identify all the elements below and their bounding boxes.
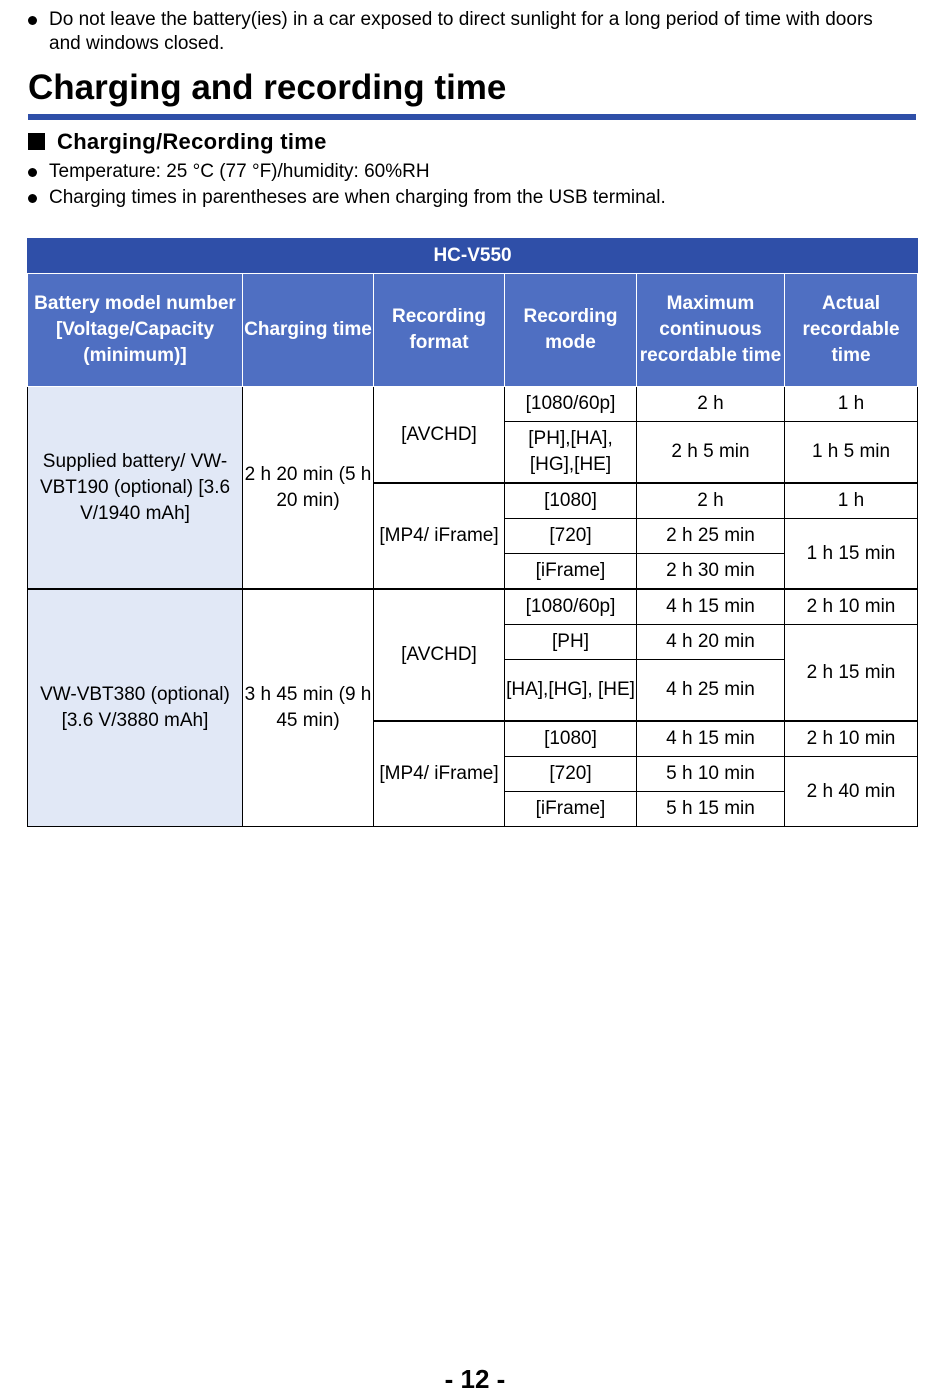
max-time-cell: 5 h 15 min: [637, 792, 785, 827]
battery-cell: VW-VBT380 (optional) [3.6 V/3880 mAh]: [28, 589, 243, 827]
mode-cell: [PH],[HA], [HG],[HE]: [505, 422, 637, 484]
bullet-icon: [28, 168, 37, 177]
mode-cell: [720]: [505, 519, 637, 554]
mode-cell: [1080]: [505, 483, 637, 519]
charging-time-cell: 2 h 20 min (5 h 20 min): [243, 387, 374, 590]
actual-time-cell: 1 h: [785, 483, 918, 519]
note-usb-charging: [28, 186, 908, 212]
max-time-cell: 2 h 25 min: [637, 519, 785, 554]
actual-time-cell: 2 h 15 min: [785, 625, 918, 722]
mode-cell: [HA],[HG], [HE]: [505, 660, 637, 722]
mode-cell: [iFrame]: [505, 554, 637, 590]
intro-bullet-text: Do not leave the battery(ies) in a car exposed to direct sunlight for a long period of time with doors and windows closed.: [49, 9, 873, 54]
format-cell: [MP4/ iFrame]: [374, 483, 505, 589]
format-cell: [AVCHD]: [374, 589, 505, 721]
section-heading-text: Charging/Recording time: [57, 129, 327, 154]
table-model-row: [28, 239, 918, 274]
format-cell: [MP4/ iFrame]: [374, 721, 505, 827]
mode-cell: [iFrame]: [505, 792, 637, 827]
mode-cell: [1080/60p]: [505, 387, 637, 422]
mode-cell: [PH]: [505, 625, 637, 660]
table-header-row: [28, 274, 918, 387]
max-time-cell: 4 h 15 min: [637, 721, 785, 757]
header-battery: Battery model number [Voltage/Capacity (minimum)]: [28, 274, 243, 387]
actual-time-cell: 2 h 10 min: [785, 589, 918, 625]
note-temperature: [28, 160, 908, 186]
max-time-cell: 4 h 15 min: [637, 589, 785, 625]
actual-time-cell: 2 h 10 min: [785, 721, 918, 757]
max-time-cell: 2 h 30 min: [637, 554, 785, 590]
max-time-cell: 2 h: [637, 483, 785, 519]
max-time-cell: 2 h 5 min: [637, 422, 785, 484]
max-time-cell: 4 h 20 min: [637, 625, 785, 660]
table-row: [28, 589, 918, 625]
note-text: Temperature: 25 °C (77 °F)/humidity: 60%RH: [49, 161, 430, 182]
square-bullet-icon: [28, 133, 45, 150]
max-time-cell: 5 h 10 min: [637, 757, 785, 792]
mode-cell: [1080]: [505, 721, 637, 757]
actual-time-cell: 1 h 5 min: [785, 422, 918, 484]
header-recording-format: Recording format: [374, 274, 505, 387]
actual-time-cell: 1 h: [785, 387, 918, 422]
battery-cell: Supplied battery/ VW-VBT190 (optional) [3.6 V/1940 mAh]: [28, 387, 243, 590]
header-recording-mode: Recording mode: [505, 274, 637, 387]
max-time-cell: 4 h 25 min: [637, 660, 785, 722]
mode-cell: [720]: [505, 757, 637, 792]
charging-time-cell: 3 h 45 min (9 h 45 min): [243, 589, 374, 827]
header-charging-time: Charging time: [243, 274, 374, 387]
actual-time-cell: 2 h 40 min: [785, 757, 918, 827]
page-number: - 12 -: [444, 1364, 506, 1394]
note-text: Charging times in parentheses are when charging from the USB terminal.: [49, 187, 666, 208]
mode-cell: [1080/60p]: [505, 589, 637, 625]
bullet-icon: [28, 16, 37, 25]
header-max-continuous: Maximum continuous recordable time: [637, 274, 785, 387]
model-name: HC-V550: [28, 239, 918, 274]
format-cell: [AVCHD]: [374, 387, 505, 484]
max-time-cell: 2 h: [637, 387, 785, 422]
page-title: Charging and recording time: [28, 68, 507, 107]
header-actual: Actual recordable time: [785, 274, 918, 387]
intro-bullet: [28, 8, 898, 56]
title-rule: [28, 114, 916, 120]
bullet-icon: [28, 194, 37, 203]
table-row: [28, 387, 918, 422]
charging-recording-table: [27, 238, 918, 827]
actual-time-cell: 1 h 15 min: [785, 519, 918, 590]
